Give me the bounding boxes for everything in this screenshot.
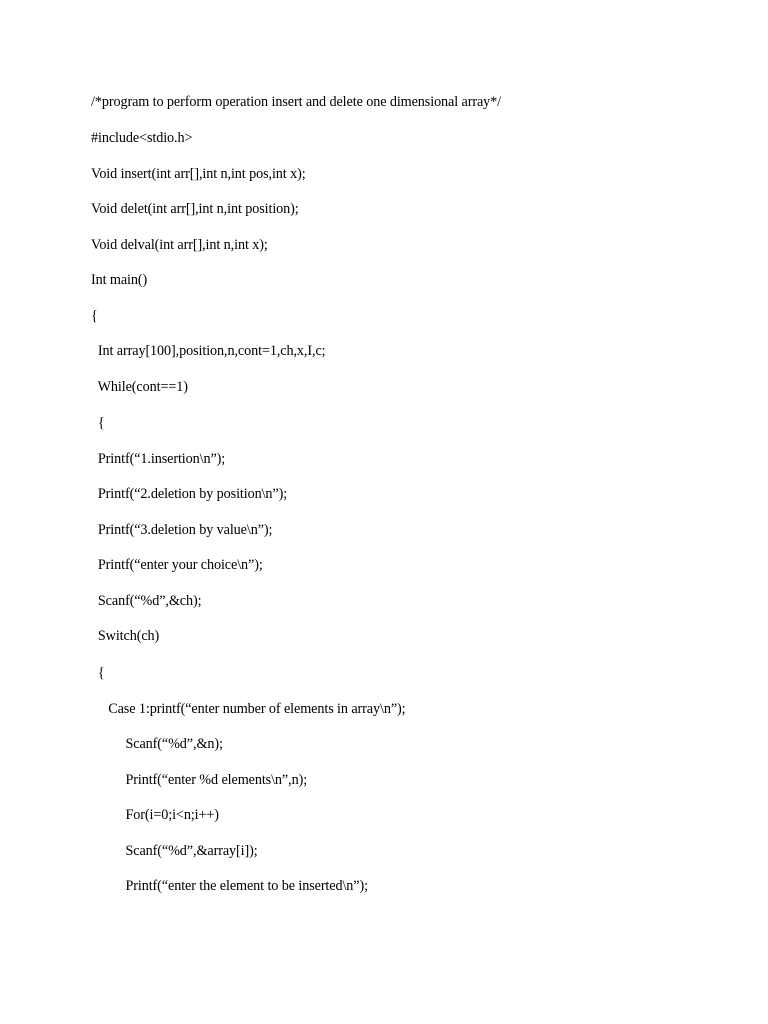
code-line-include: #include<stdio.h>	[91, 130, 193, 146]
code-line-delval-proto: Void delval(int arr[],int n,int x);	[91, 237, 268, 253]
code-line-printf-3: Printf(“3.deletion by value\n”);	[91, 522, 273, 538]
code-line-for-loop: For(i=0;i<n;i++)	[91, 807, 219, 823]
code-line-printf-choice: Printf(“enter your choice\n”);	[91, 557, 263, 573]
code-line-comment: /*program to perform operation insert and delete one dimensional array*/	[91, 94, 502, 110]
code-line-scanf-array: Scanf(“%d”,&array[i]);	[91, 843, 258, 859]
code-line-while-brace: {	[91, 415, 105, 431]
code-line-delet-proto: Void delet(int arr[],int n,int position);	[91, 201, 299, 217]
code-line-scanf-n: Scanf(“%d”,&n);	[91, 736, 223, 752]
code-line-main: Int main()	[91, 272, 148, 288]
code-line-switch-brace: {	[91, 665, 105, 681]
code-line-case-1: Case 1:printf(“enter number of elements in array\n”);	[91, 701, 406, 717]
code-line-printf-insert: Printf(“enter the element to be inserted\n”);	[91, 878, 368, 894]
code-line-switch: Switch(ch)	[91, 628, 160, 644]
code-line-printf-2: Printf(“2.deletion by position\n”);	[91, 486, 288, 502]
code-line-scanf-ch: Scanf(“%d”,&ch);	[91, 593, 202, 609]
code-line-open-brace: {	[91, 308, 98, 324]
code-line-printf-elements: Printf(“enter %d elements\n”,n);	[91, 772, 308, 788]
code-line-while: While(cont==1)	[91, 379, 188, 395]
code-line-insert-proto: Void insert(int arr[],int n,int pos,int x);	[91, 166, 306, 182]
code-line-declarations: Int array[100],position,n,cont=1,ch,x,I,c;	[91, 343, 326, 359]
code-line-printf-1: Printf(“1.insertion\n”);	[91, 451, 226, 467]
